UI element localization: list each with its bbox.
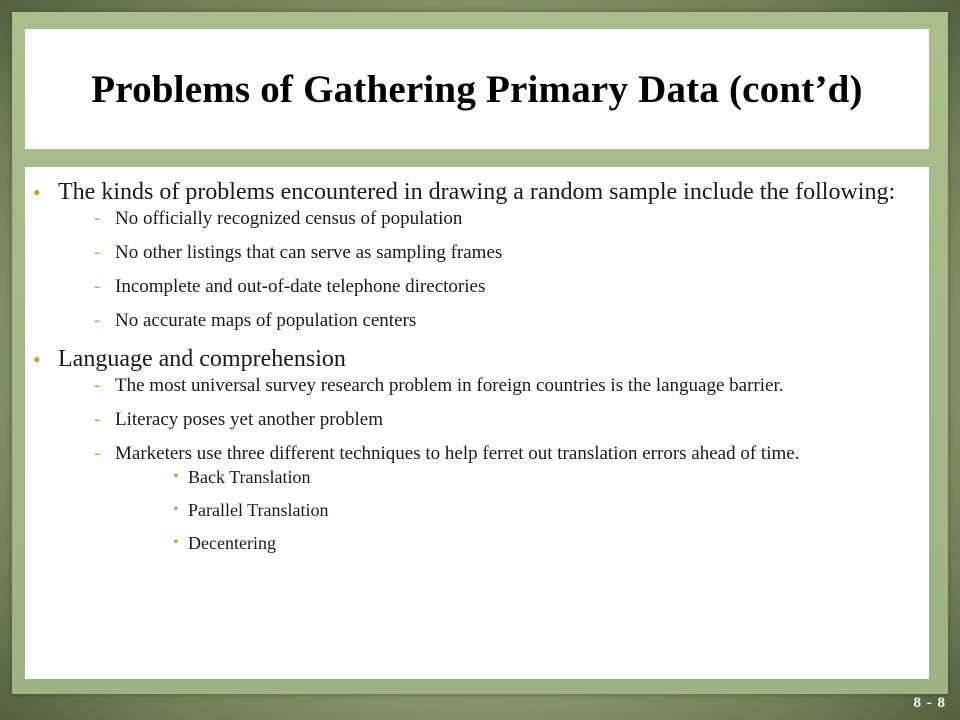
sub-bullet-item [58, 275, 929, 299]
sub-bullet-text: Incomplete and out-of-date telephone directories [115, 276, 486, 297]
bullet-dot-icon: • [33, 180, 41, 205]
dash-icon: - [94, 310, 101, 331]
bullet-dot-icon: • [33, 347, 41, 372]
page-number: 8 - 8 [913, 695, 946, 711]
sub-bullet-item [58, 442, 929, 554]
sub-sub-bullet-list [115, 466, 915, 554]
sub-bullet-item [58, 309, 929, 333]
sub-bullet-text: Literacy poses yet another problem [115, 409, 384, 430]
sub-bullet-text: No other listings that can serve as sampling frames [115, 242, 503, 263]
bullet-list [25, 178, 929, 554]
dash-icon: - [94, 409, 101, 430]
bullet-item-language [25, 345, 929, 554]
content-box [25, 167, 929, 679]
sub-sub-bullet-item [115, 532, 915, 554]
sub-bullet-text: No officially recognized census of population [115, 208, 463, 229]
slide-title: Problems of Gathering Primary Data (cont’d) [91, 67, 863, 111]
title-box [25, 29, 929, 149]
bullet-dot-icon: • [173, 501, 179, 518]
bullet-item-sampling [25, 178, 929, 333]
sub-bullet-item [58, 241, 929, 265]
dash-icon: - [94, 443, 101, 464]
sub-sub-bullet-item [115, 466, 915, 488]
dash-icon: - [94, 276, 101, 297]
sub-bullet-item [58, 207, 929, 231]
sub-sub-bullet-text: Decentering [188, 533, 276, 553]
bullet-dot-icon: • [173, 468, 179, 485]
dash-icon: - [94, 375, 101, 396]
sub-bullet-text: No accurate maps of population centers [115, 310, 417, 331]
dash-icon: - [94, 242, 101, 263]
sub-bullet-item [58, 408, 929, 432]
sub-bullet-list [58, 374, 929, 554]
dash-icon: - [94, 208, 101, 229]
sub-sub-bullet-text: Back Translation [188, 467, 311, 487]
sub-bullet-text: Marketers use three different techniques to help ferret out translation errors ahead of time. [115, 443, 800, 464]
sub-bullet-list [58, 207, 929, 333]
sub-sub-bullet-text: Parallel Translation [188, 500, 329, 520]
bullet-text: The kinds of problems encountered in drawing a random sample include the following: [58, 179, 896, 205]
sub-bullet-text: The most universal survey research problem in foreign countries is the language barrier. [115, 375, 784, 396]
bullet-dot-icon: • [173, 534, 179, 551]
sub-bullet-item [58, 374, 929, 398]
sub-sub-bullet-item [115, 499, 915, 521]
bullet-text: Language and comprehension [58, 346, 346, 372]
